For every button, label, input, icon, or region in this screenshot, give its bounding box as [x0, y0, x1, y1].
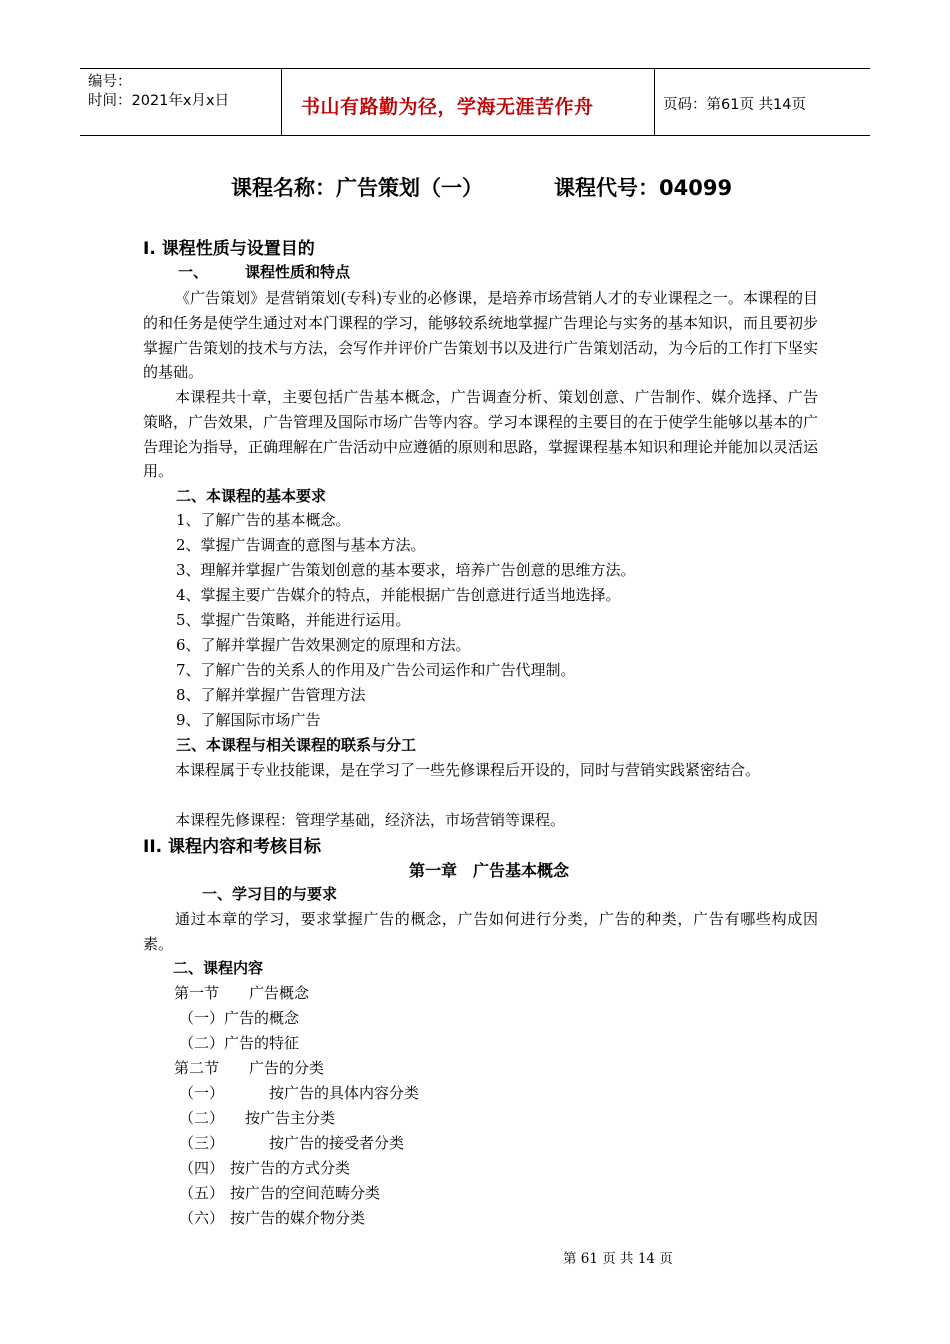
- header-bottom-rule: [80, 135, 870, 136]
- requirement-item: 5、掌握广告策略，并能进行运用。: [176, 611, 411, 629]
- node2-item-text: 按广告的接受者分类: [269, 1134, 405, 1152]
- header-top-rule: [80, 68, 870, 69]
- node1-item: （一）广告的概念: [179, 1009, 300, 1027]
- requirement-item: 3、理解并掌握广告策划创意的基本要求，培养广告创意的思维方法。: [176, 561, 636, 579]
- node2-item-text: 按广告的具体内容分类: [269, 1084, 420, 1102]
- node2-item-number: （四）: [179, 1159, 225, 1177]
- requirement-item: 7、了解广告的关系人的作用及广告公司运作和广告代理制。: [176, 661, 576, 679]
- section1-paragraph-3: 本课程属于专业技能课，是在学习了一些先修课程后开设的，同时与营销实践紧密结合。: [175, 761, 761, 779]
- header-number-label: 编号：: [88, 74, 132, 90]
- section1-sub1-title: 课程性质和特点: [245, 263, 351, 281]
- node2-item-number: （六）: [179, 1209, 225, 1227]
- node2-item-text: 按广告的空间范畴分类: [230, 1184, 381, 1202]
- header-divider-right: [654, 68, 655, 136]
- requirement-item: 6、了解并掌握广告效果测定的原理和方法。: [176, 636, 471, 654]
- node2-item-text: 按广告主分类: [245, 1109, 336, 1127]
- header-motto: 书山有路勤为径，学海无涯苦作舟: [301, 96, 594, 118]
- section1-sub1-number: 一、: [178, 263, 209, 281]
- node2-title: 第二节 广告的分类: [174, 1059, 325, 1077]
- header-page-info: 页码：第61页 共14页: [663, 97, 807, 113]
- node1-item: （二）广告的特征: [179, 1034, 300, 1052]
- header-divider-left: [281, 68, 282, 136]
- section1-sub2-heading: 二、本课程的基本要求: [176, 487, 327, 505]
- node2-item-number: （二）: [179, 1109, 225, 1127]
- section1-paragraph-1: 《广告策划》是营销策划(专科)专业的必修课，是培养市场营销人才的专业课程之一。本课程的目的和任务是使学生通过对本门课程的学习，能够较系统地掌握广告理论与实务的基本知识，而且要初步掌握广告策划的技术与方法，会写作并评价广告策划书以及进行广告策划活动，为今后的工作打下坚实的基础。: [143, 289, 819, 382]
- page-footer: 第 61 页 共 14 页: [563, 1251, 673, 1267]
- requirement-item: 1、了解广告的基本概念。: [176, 511, 351, 529]
- node2-item-number: （一）: [179, 1084, 225, 1102]
- node2-item-number: （五）: [179, 1184, 225, 1202]
- node1-title: 第一节 广告概念: [174, 984, 310, 1002]
- section1-sub3-heading: 三、本课程与相关课程的联系与分工: [176, 736, 417, 754]
- section1-heading: I. 课程性质与设置目的: [143, 239, 315, 259]
- section2-paragraph-1: 通过本章的学习，要求掌握广告的概念，广告如何进行分类，广告的种类，广告有哪些构成因素。: [143, 910, 818, 953]
- requirement-item: 9、了解国际市场广告: [176, 711, 321, 729]
- node2-item-number: （三）: [179, 1134, 225, 1152]
- section1-paragraph-4: 本课程先修课程：管理学基础，经济法，市场营销等课程。: [175, 811, 566, 829]
- section2-sub1-heading: 一、学习目的与要求: [202, 885, 338, 903]
- course-title: 课程名称：广告策划（一）: [231, 176, 483, 200]
- course-code: 课程代号：04099: [554, 176, 733, 200]
- section2-heading: II. 课程内容和考核目标: [143, 837, 322, 857]
- chapter-title: 第一章 广告基本概念: [409, 861, 570, 880]
- requirement-item: 2、掌握广告调查的意图与基本方法。: [176, 536, 426, 554]
- node2-item-text: 按广告的方式分类: [230, 1159, 351, 1177]
- node2-item-text: 按广告的媒介物分类: [230, 1209, 366, 1227]
- section1-paragraph-2: 本课程共十章，主要包括广告基本概念，广告调查分析、策划创意、广告制作、媒介选择、广告策略，广告效果，广告管理及国际市场广告等内容。学习本课程的主要目的在于使学生能够以基本的广告理论为指导，正确理解在广告活动中应遵循的原则和思路，掌握课程基本知识和理论并能加以灵活运用。: [143, 388, 819, 481]
- requirement-item: 8、了解并掌握广告管理方法: [176, 686, 366, 704]
- section2-sub2-heading: 二、课程内容: [173, 959, 264, 977]
- requirement-item: 4、掌握主要广告媒介的特点，并能根据广告创意进行适当地选择。: [176, 586, 621, 604]
- header-time-label: 时间：2021年x月x日: [88, 93, 230, 109]
